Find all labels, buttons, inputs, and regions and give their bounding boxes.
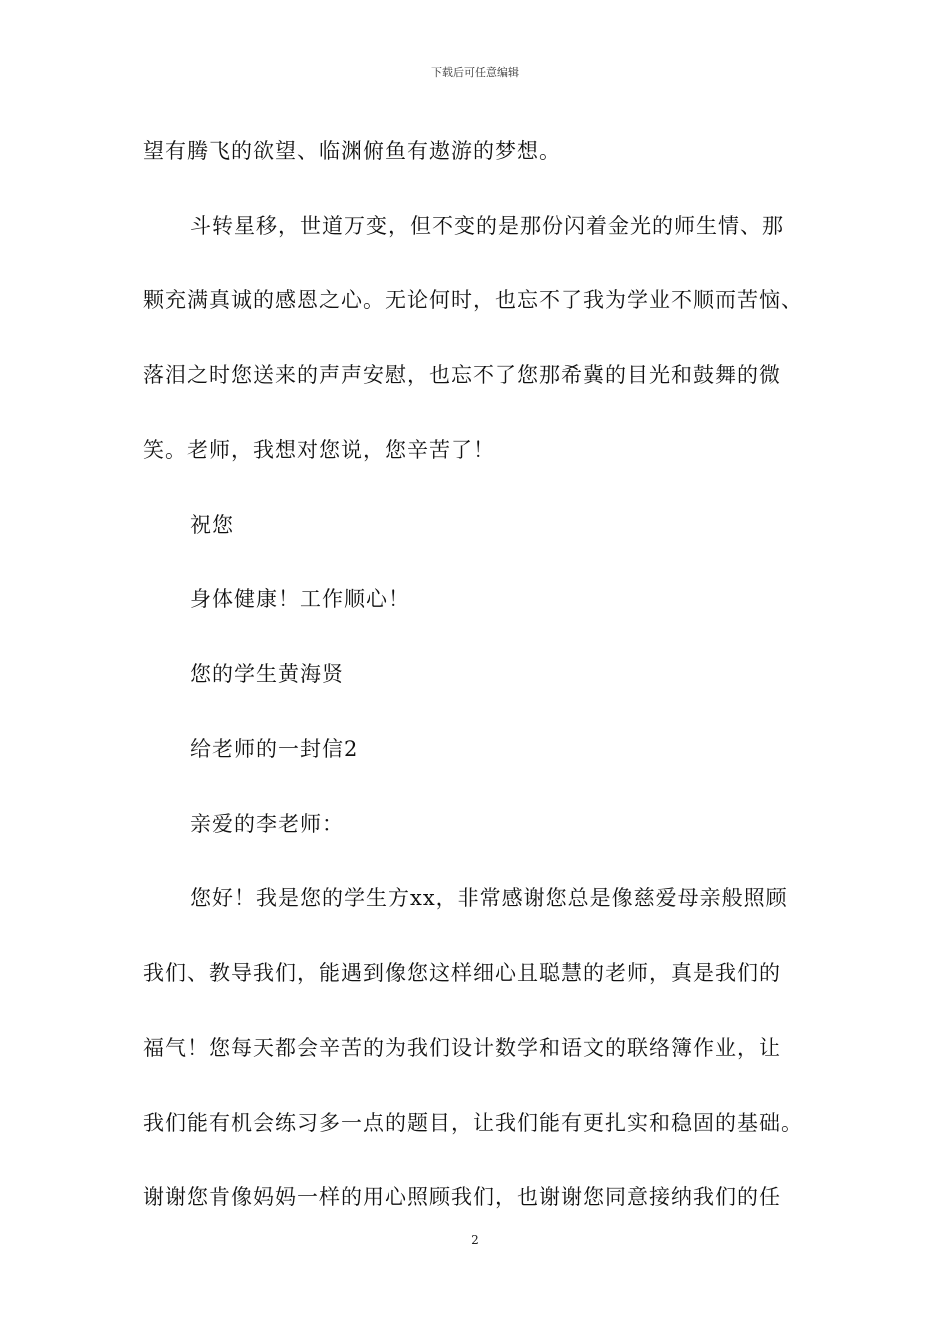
text-line: 亲爱的李老师：	[190, 812, 344, 836]
text-line: 望有腾飞的欲望、临渊俯鱼有遨游的梦想。	[143, 139, 561, 163]
text-line: 福气！您每天都会辛苦的为我们设计数学和语文的联络簿作业，让	[143, 1036, 781, 1060]
text-line: 您的学生黄海贤	[190, 662, 344, 686]
text-line: 落泪之时您送来的声声安慰，也忘不了您那希冀的目光和鼓舞的微	[143, 363, 781, 387]
text-line: 身体健康！工作顺心！	[190, 587, 410, 611]
text-line: 给老师的一封信2	[190, 737, 359, 761]
text-line: 您好！我是您的学生方xx，非常感谢您总是像慈爱母亲般照顾	[190, 886, 788, 910]
text-line: 笑。老师，我想对您说，您辛苦了！	[143, 438, 495, 462]
text-line: 我们、教导我们，能遇到像您这样细心且聪慧的老师，真是我们的	[143, 961, 781, 985]
text-line: 我们能有机会练习多一点的题目，让我们能有更扎实和稳固的基础。	[143, 1111, 803, 1135]
text-line: 谢谢您肯像妈妈一样的用心照顾我们，也谢谢您同意接纳我们的任	[143, 1185, 781, 1209]
text-line: 祝您	[190, 513, 234, 537]
text-line: 颗充满真诚的感恩之心。无论何时，也忘不了我为学业不顺而苦恼、	[143, 288, 803, 312]
text-line: 斗转星移，世道万变，但不变的是那份闪着金光的师生情、那	[190, 214, 784, 238]
page-number: 2	[471, 1233, 479, 1247]
page-header: 下载后可任意编辑	[431, 66, 519, 79]
